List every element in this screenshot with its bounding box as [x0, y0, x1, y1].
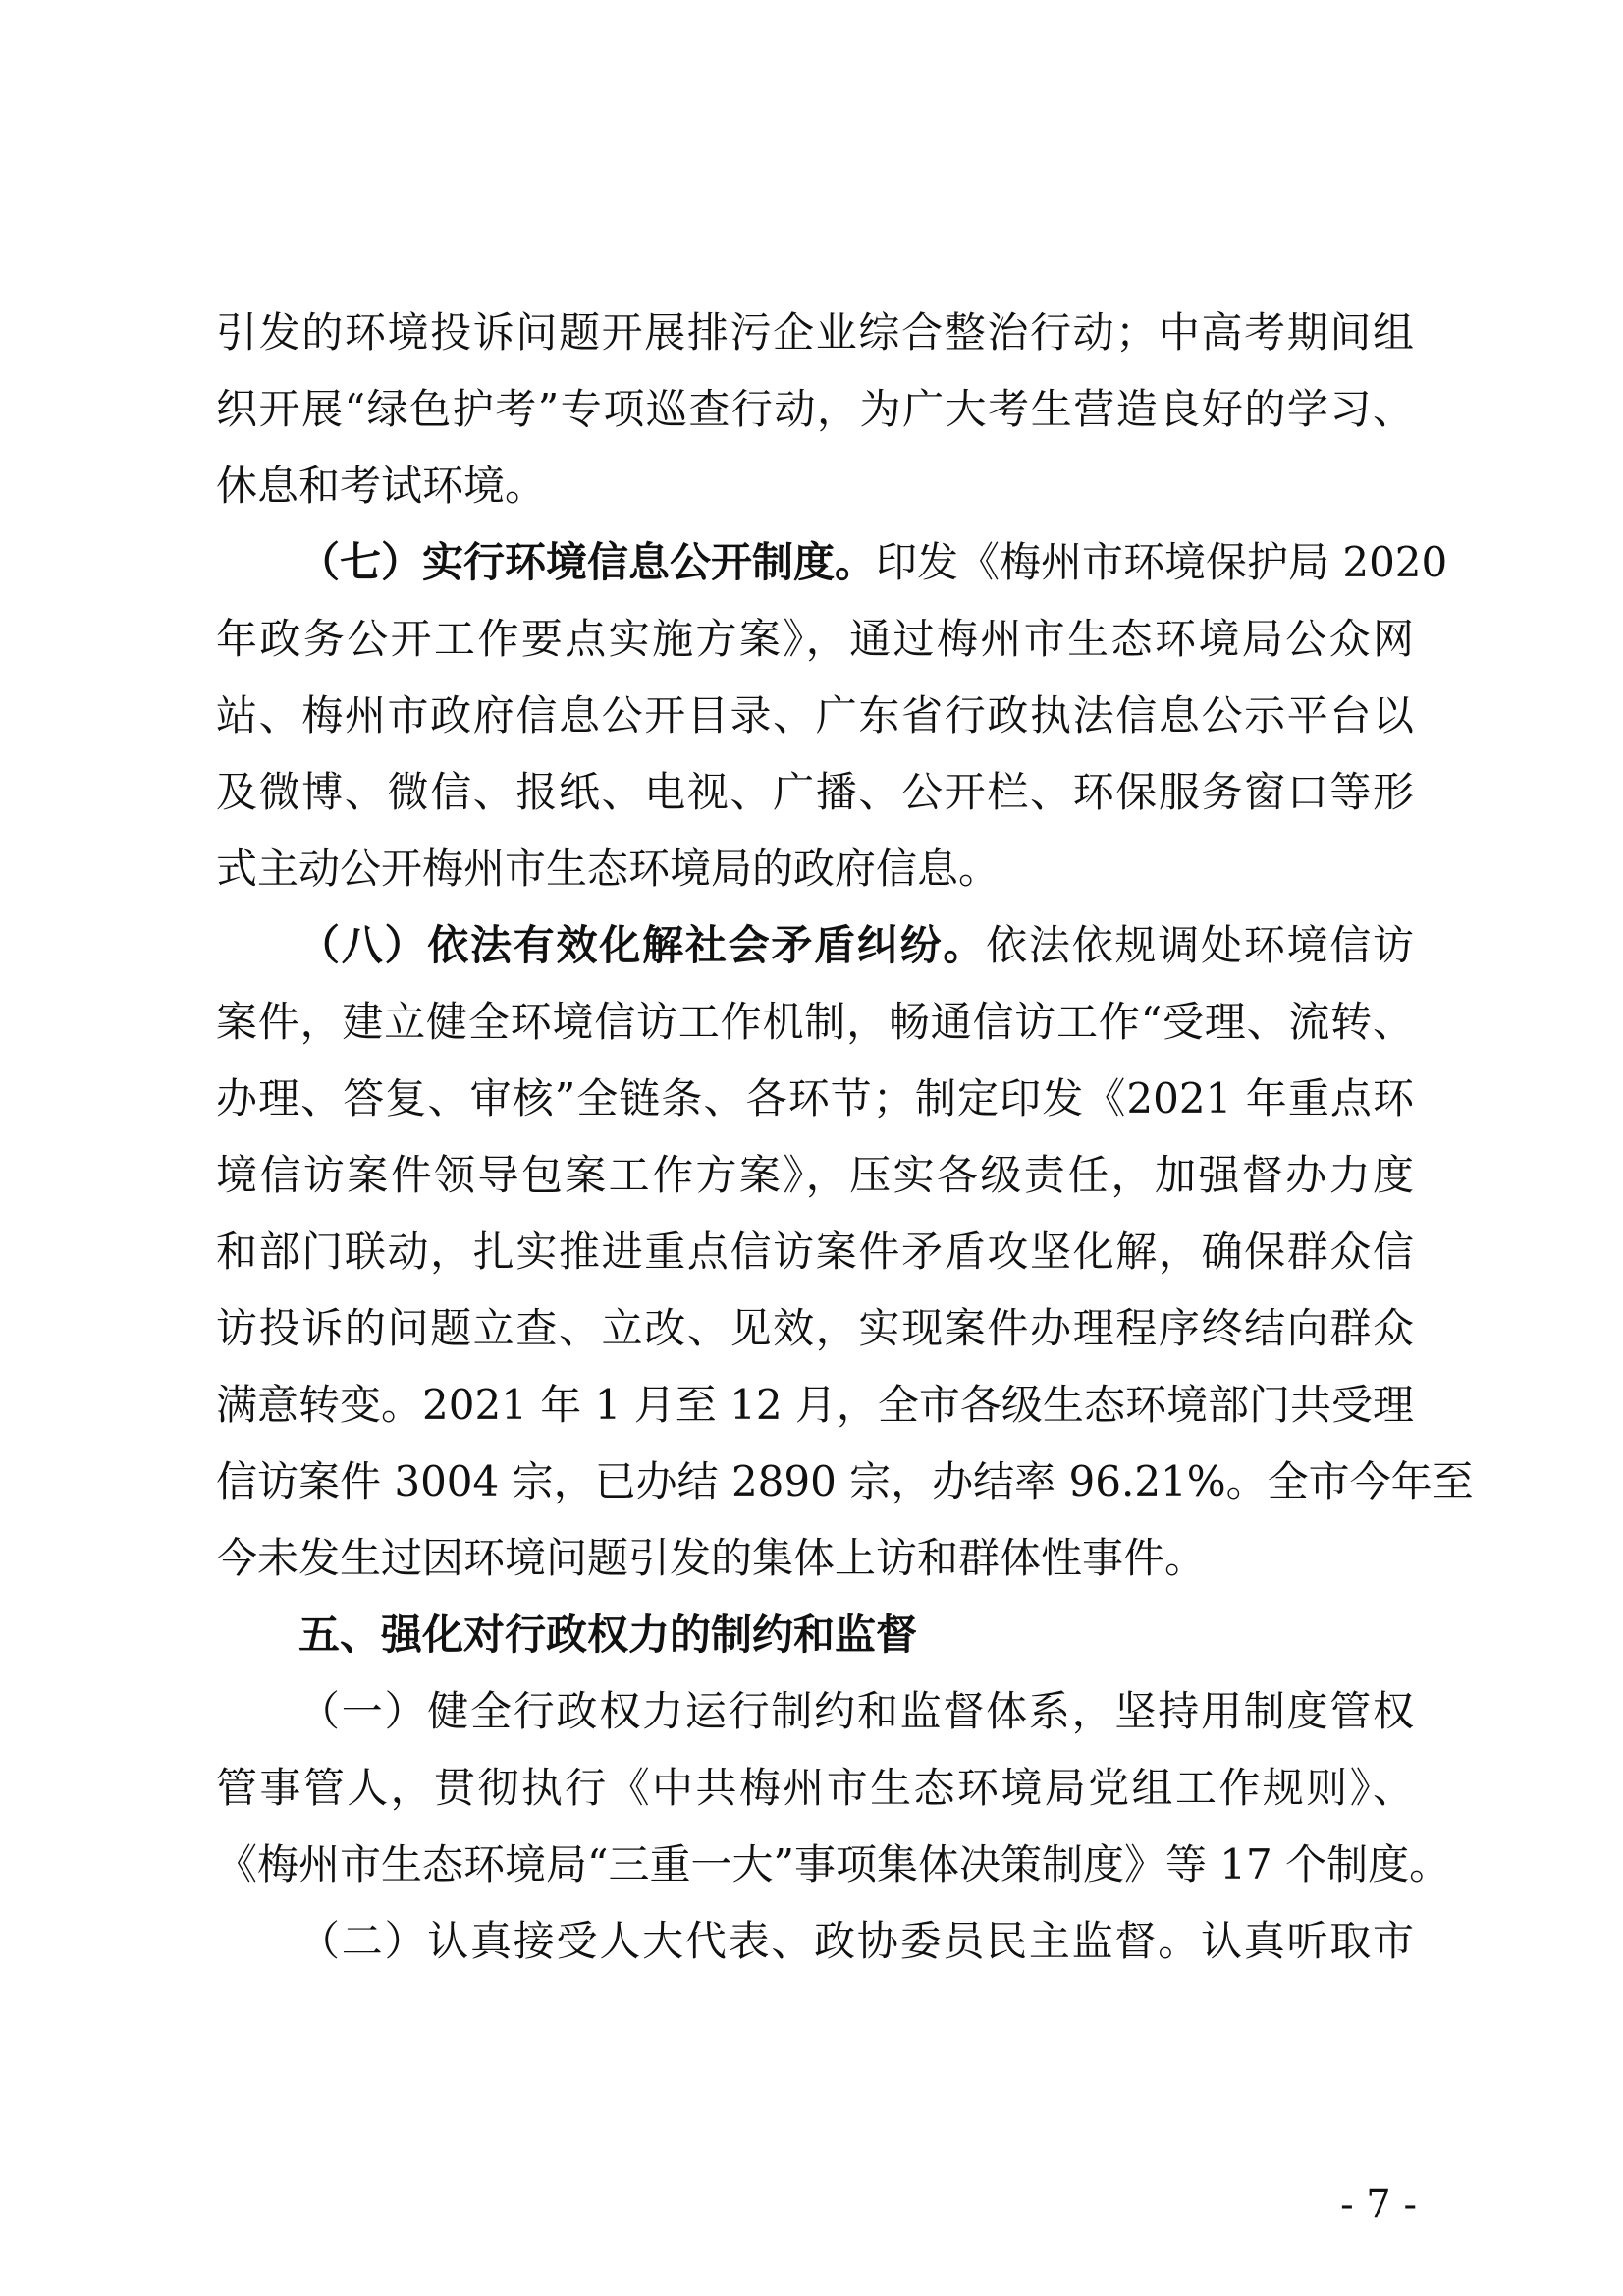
text-line: 案件，建立健全环境信访工作机制，畅通信访工作“受理、流转、 — [216, 998, 1414, 1046]
section-7-heading: （七）实行环境信息公开制度。 — [298, 538, 877, 586]
paragraph-7-first-line — [216, 524, 1448, 601]
text-line: 及微博、微信、报纸、电视、广播、公开栏、环保服务窗口等形 — [216, 768, 1414, 816]
page-number: - 7 - — [1340, 2182, 1417, 2227]
text-line: 办理、答复、审核”全链条、各环节；制定印发《2021 年重点环 — [216, 1074, 1414, 1122]
text-line: 引发的环境投诉问题开展排污企业综合整治行动；中高考期间组 — [216, 308, 1414, 356]
text-line: 境信访案件领导包案工作方案》，压实各级责任，加强督办力度 — [216, 1151, 1414, 1199]
text-line: （二）认真接受人大代表、政协委员民主监督。认真听取市 — [298, 1917, 1414, 1965]
paragraph-8-first-line — [216, 907, 1414, 984]
text-line: 式主动公开梅州市生态环境局的政府信息。 — [216, 845, 1001, 893]
text-span: 依法依规调处环境信访 — [986, 921, 1414, 969]
section-8-heading: （八）依法有效化解社会矛盾纠纷。 — [298, 921, 987, 969]
text-line: 织开展“绿色护考”专项巡查行动，为广大考生营造良好的学习、 — [216, 385, 1414, 433]
text-line: 管事管人，贯彻执行《中共梅州市生态环境局党组工作规则》、 — [216, 1764, 1414, 1812]
text-line: 站、梅州市政府信息公开目录、广东省行政执法信息公示平台以 — [216, 691, 1414, 739]
text-span: 印发《梅州市环境保护局 2020 — [876, 538, 1448, 586]
text-line: （一）健全行政权力运行制约和监督体系，坚持用制度管权 — [298, 1687, 1414, 1735]
text-line: 休息和考试环境。 — [216, 462, 547, 510]
text-line: 和部门联动，扎实推进重点信访案件矛盾攻坚化解，确保群众信 — [216, 1228, 1414, 1276]
text-line: 年政务公开工作要点实施方案》，通过梅州市生态环境局公众网 — [216, 615, 1414, 663]
document-body — [216, 295, 1474, 1980]
text-line: 访投诉的问题立查、立改、见效，实现案件办理程序终结向群众 — [216, 1304, 1414, 1352]
section-5-heading: 五、强化对行政权力的制约和监督 — [298, 1611, 918, 1659]
text-line: 今未发生过因环境问题引发的集体上访和群体性事件。 — [216, 1534, 1207, 1582]
text-line: 《梅州市生态环境局“三重一大”事项集体决策制度》等 17 个制度。 — [216, 1840, 1451, 1888]
text-line: 信访案件 3004 宗，已办结 2890 宗，办结率 96.21%。全市今年至 — [216, 1457, 1474, 1505]
text-line: 满意转变。2021 年 1 月至 12 月，全市各级生态环境部门共受理 — [216, 1381, 1414, 1429]
